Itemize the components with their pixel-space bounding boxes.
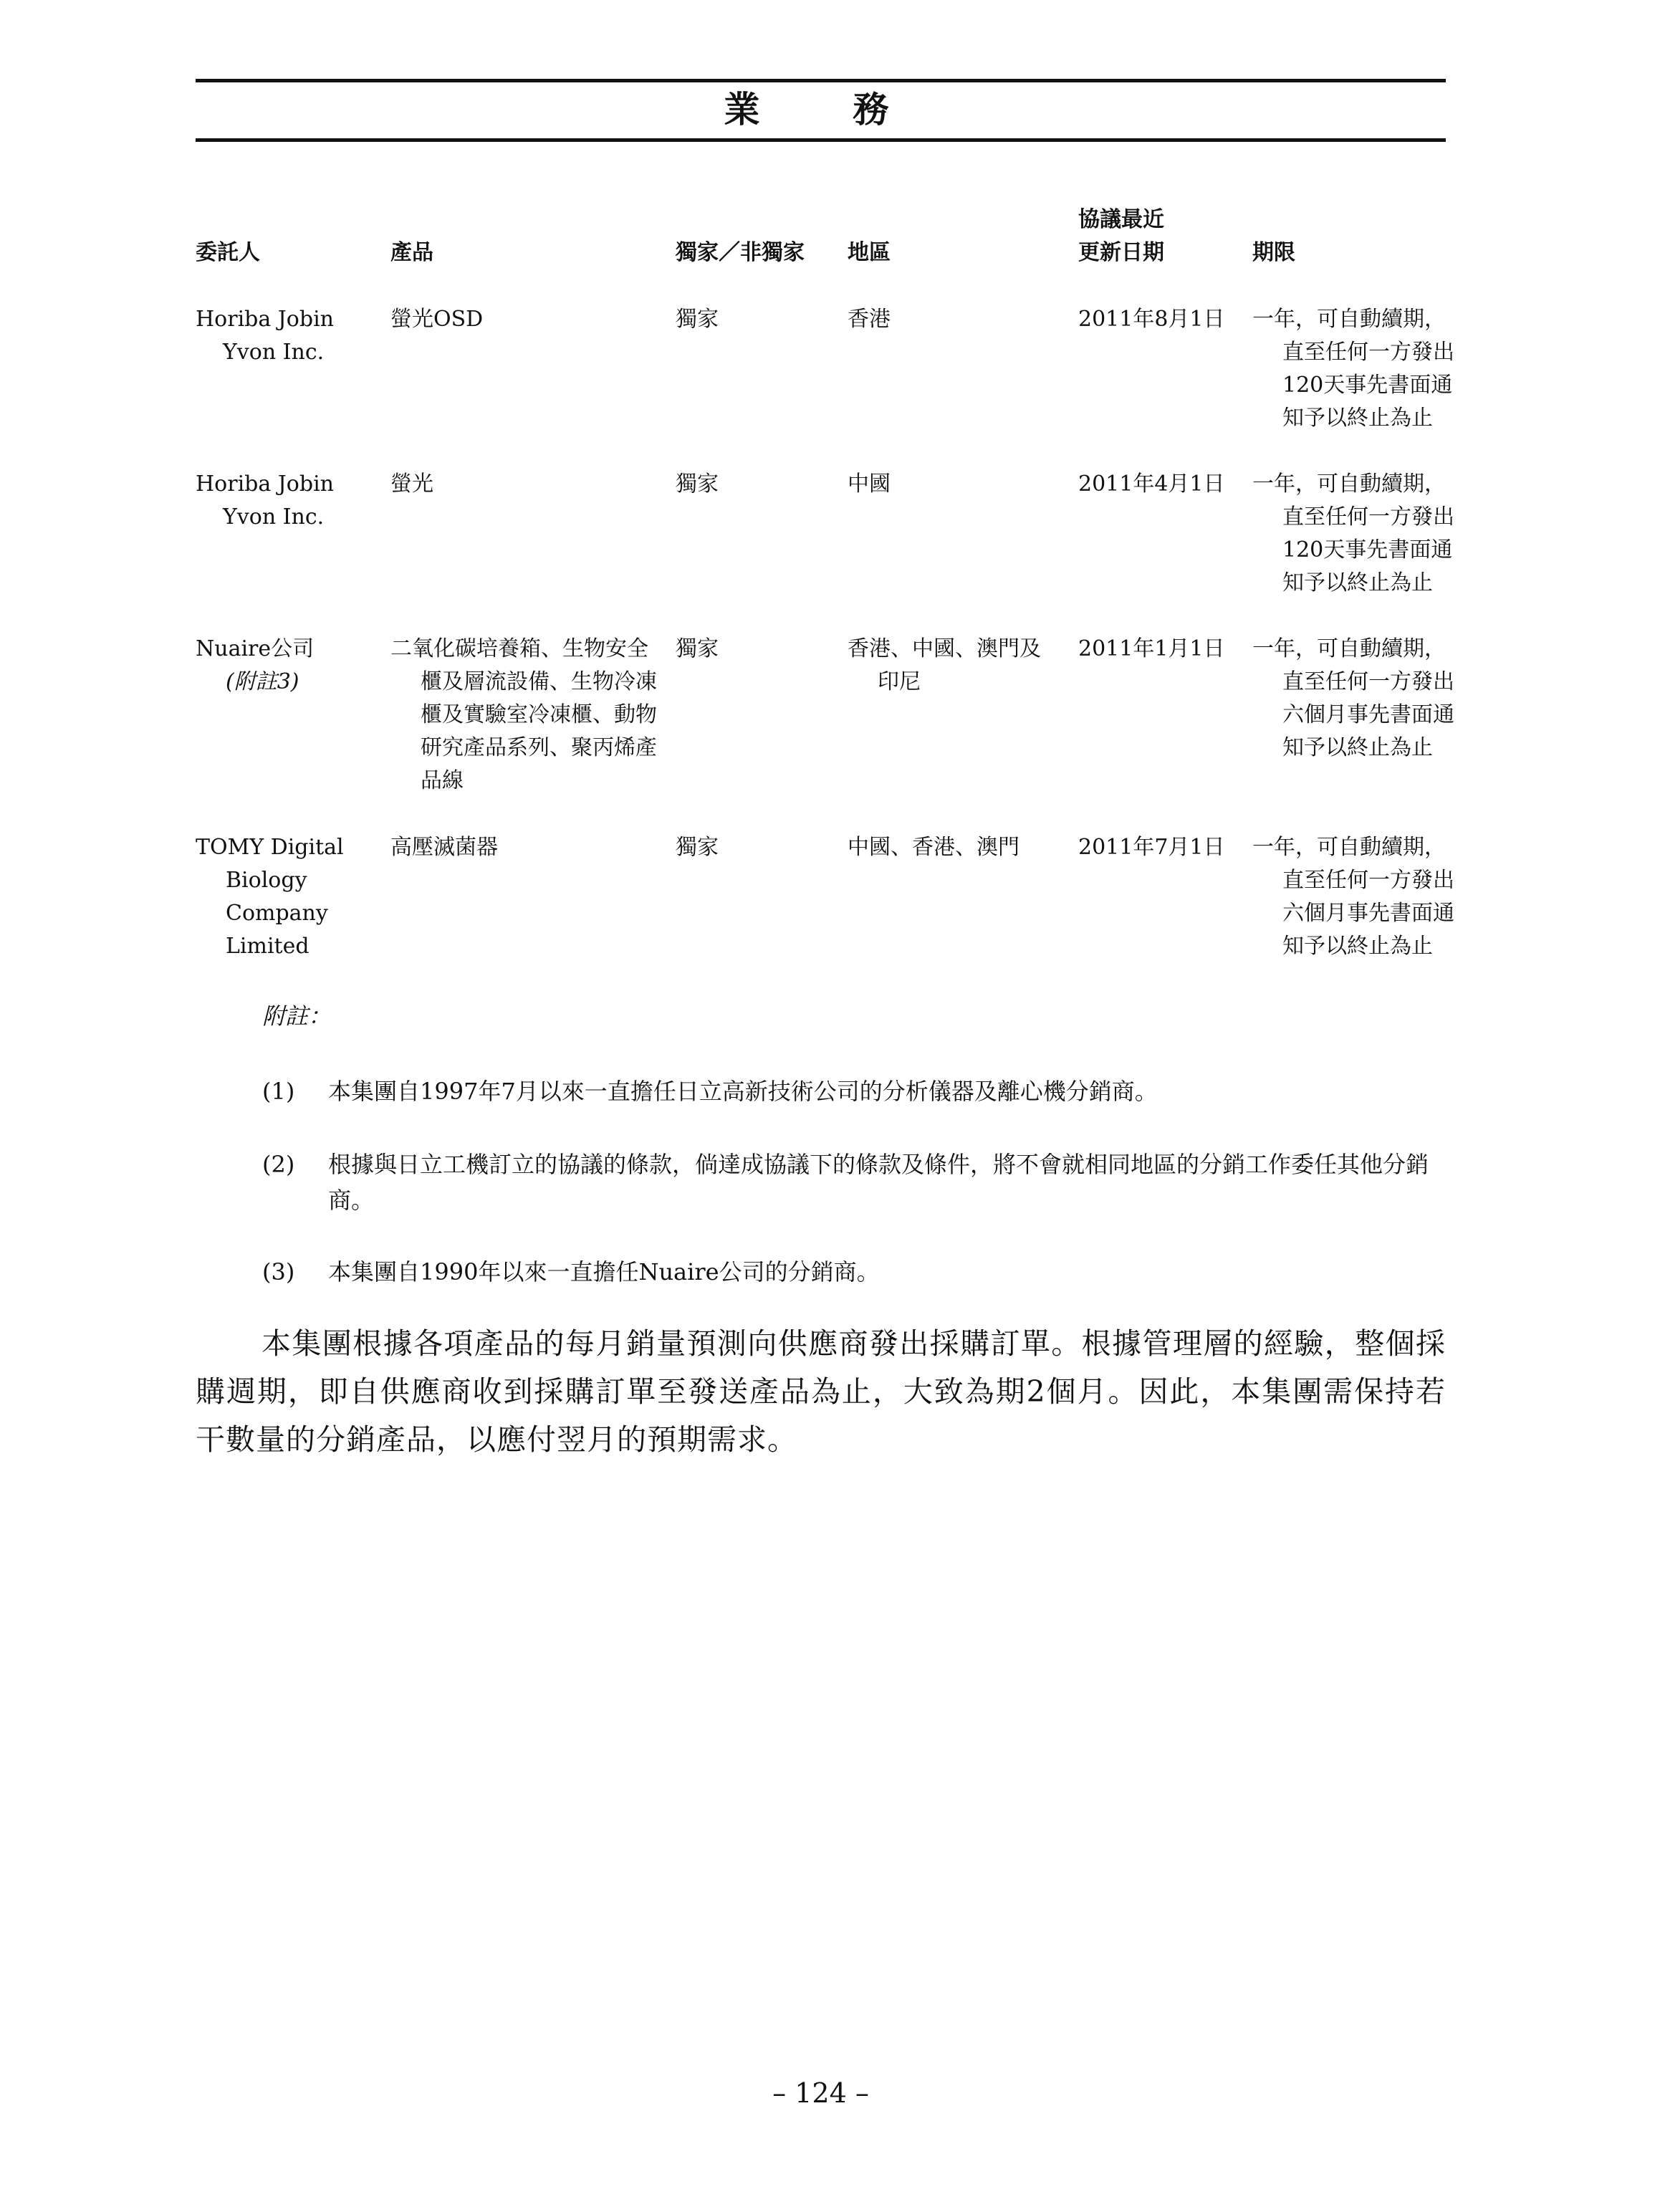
col-header-date-line2: 更新日期 [1078, 240, 1164, 265]
row-0-date: 2011年8月1日 [1078, 307, 1225, 332]
row-1-principal [196, 468, 334, 534]
row-2-term [1252, 633, 1454, 765]
row-3-region [848, 831, 1019, 864]
product-line: 螢光OSD [390, 307, 484, 332]
term-line: 六個月事先書面通 [1282, 901, 1454, 926]
header-rule-top [196, 79, 1446, 82]
principal-line: Horiba Jobin [196, 471, 334, 497]
col-header-term: 期限 [1252, 240, 1295, 265]
note-text: 本集團自1997年7月以來一直擔任日立高新技術公司的分析儀器及離心機分銷商。 [328, 1078, 1158, 1105]
principal-line: Yvon Inc. [223, 340, 325, 365]
term-line: 一年，可自動續期， [1252, 307, 1446, 332]
row-2-region [848, 633, 1041, 699]
body-paragraph: 本集團根據各項產品的每月銷量預測向供應商發出採購訂單。根據管理層的經驗，整個採購週期，即自供應商收到採購訂單至發送產品為止，大致為期2個月。因此，本集團需保持若干數量的分銷產品，以應付翌月的預期需求。 [196, 1326, 1446, 1457]
term-line: 120天事先書面通 [1282, 537, 1453, 562]
row-2-principal [196, 633, 314, 699]
term-line: 一年，可自動續期， [1252, 835, 1446, 860]
row-1-region [848, 468, 891, 501]
term-line: 直至任何一方發出 [1282, 504, 1454, 530]
note-number: (3) [262, 1258, 295, 1285]
row-0-exclusivity: 獨家 [676, 307, 719, 332]
principal-line: Limited [226, 934, 310, 959]
term-line: 直至任何一方發出 [1282, 340, 1454, 365]
col-header-date-line1: 協議最近 [1078, 207, 1164, 232]
row-3-exclusivity: 獨家 [676, 835, 719, 860]
principal-line: Biology [226, 868, 307, 893]
note-number: (2) [262, 1151, 295, 1178]
product-line: 研究產品系列、聚丙烯產 [421, 735, 657, 760]
note-text: 本集團自1990年以來一直擔任Nuaire公司的分銷商。 [328, 1258, 880, 1285]
region-line: 香港 [848, 307, 891, 332]
row-0-region [848, 303, 891, 336]
principal-line: Horiba Jobin [196, 307, 334, 332]
principal-line: Company [226, 901, 328, 926]
term-line: 直至任何一方發出 [1282, 868, 1454, 893]
col-header-principal: 委託人 [196, 240, 260, 265]
row-3-principal [196, 831, 344, 963]
principal-note-ref: (附註3) [226, 669, 299, 694]
note-text: 根據與日立工機訂立的協議的條款，倘達成協議下的條款及條件，將不會就相同地區的分銷工作委任其他分銷商。 [328, 1151, 1429, 1214]
term-line: 知予以終止為止 [1282, 406, 1433, 431]
row-0-product [390, 303, 483, 336]
row-2-product [390, 633, 657, 798]
product-line: 螢光 [390, 471, 433, 497]
row-0-principal [196, 303, 334, 369]
col-header-region: 地區 [848, 240, 891, 265]
term-line: 120天事先書面通 [1282, 373, 1453, 398]
product-line: 櫃及層流設備、生物冷凍 [421, 669, 657, 694]
page-number: – 124 – [772, 2077, 869, 2109]
notes-title: 附註： [262, 1002, 332, 1030]
section-title: 業 務 [724, 88, 918, 130]
note-number: (1) [262, 1078, 295, 1105]
region-line: 中國、香港、澳門 [848, 835, 1019, 860]
product-line: 櫃及實驗室冷凍櫃、動物 [421, 702, 657, 727]
term-line: 直至任何一方發出 [1282, 669, 1454, 694]
row-2-exclusivity: 獨家 [676, 636, 719, 661]
term-line: 六個月事先書面通 [1282, 702, 1454, 727]
term-line: 知予以終止為止 [1282, 934, 1433, 959]
product-line: 二氧化碳培養箱、生物安全 [390, 636, 648, 661]
col-header-product: 產品 [390, 240, 433, 265]
col-header-date [1078, 204, 1164, 269]
principal-line: TOMY Digital [196, 835, 344, 860]
term-line: 知予以終止為止 [1282, 735, 1433, 760]
header-rule-bottom [196, 138, 1446, 142]
region-line: 香港、中國、澳門及 [848, 636, 1041, 661]
term-line: 知予以終止為止 [1282, 570, 1433, 595]
row-1-product [390, 468, 433, 501]
row-1-date: 2011年4月1日 [1078, 471, 1225, 497]
row-2-date: 2011年1月1日 [1078, 636, 1225, 661]
row-3-product [390, 831, 498, 864]
principal-line: Nuaire公司 [196, 636, 315, 661]
term-line: 一年，可自動續期， [1252, 636, 1446, 661]
row-1-term [1252, 468, 1454, 600]
row-0-term [1252, 303, 1454, 435]
term-line: 一年，可自動續期， [1252, 471, 1446, 497]
row-1-exclusivity: 獨家 [676, 471, 719, 497]
row-3-date: 2011年7月1日 [1078, 835, 1225, 860]
region-line: 中國 [848, 471, 891, 497]
product-line: 品線 [421, 768, 464, 793]
row-3-term [1252, 831, 1454, 963]
product-line: 高壓滅菌器 [390, 835, 498, 860]
region-line: 印尼 [878, 669, 921, 694]
col-header-exclusivity: 獨家／非獨家 [676, 240, 805, 265]
principal-line: Yvon Inc. [223, 504, 325, 530]
